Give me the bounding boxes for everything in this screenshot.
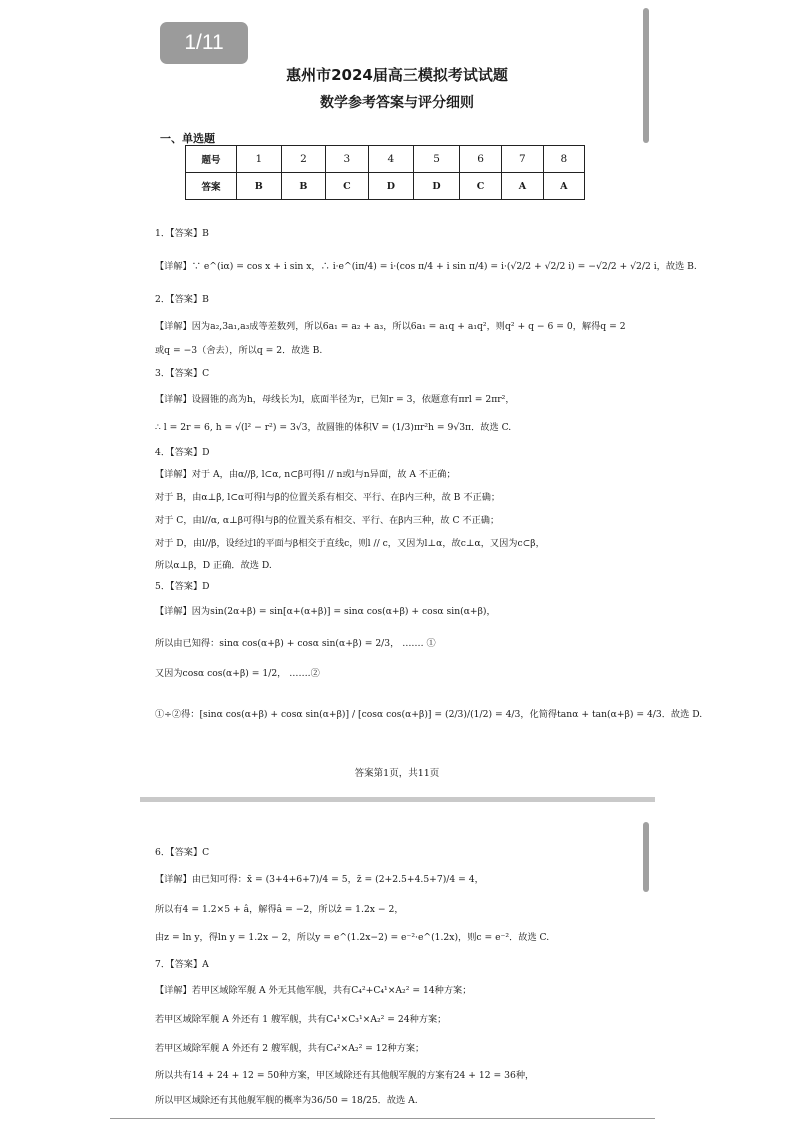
- table-header-cell: 答案: [186, 173, 237, 200]
- table-cell: 7: [502, 146, 543, 173]
- page-edge: [110, 1118, 655, 1119]
- q4-detail-4: 对于 D，由l//β，设经过l的平面与β相交于直线c，则l // c，又因为l⊥α，故c⊥α，又因为c⊂β，: [155, 538, 545, 549]
- q6-detail-1: 【详解】由已知可得：x̄ = (3+4+6+7)/4 = 5，z̄ = (2+2.5+4.5+7)/4 = 4，: [155, 874, 484, 885]
- q2-answer: 2．【答案】B: [155, 294, 209, 305]
- table-cell: 4: [368, 146, 414, 173]
- table-cell: C: [459, 173, 501, 200]
- q5-answer: 5．【答案】D: [155, 581, 210, 592]
- q4-detail-1: 【详解】对于 A，由α//β, l⊂α, n⊂β可得l // n或l与n异面，故 A 不正确；: [155, 469, 456, 480]
- section-heading: 一、单选题: [160, 132, 215, 145]
- q4-detail-2: 对于 B，由α⊥β, l⊂α可得l与β的位置关系有相交、平行、在β内三种，故 B 不正确；: [155, 492, 501, 503]
- q5-detail-2: 所以由已知得：sinα cos(α+β) + cosα sin(α+β) = 2/3， ……. ①: [155, 638, 436, 649]
- table-header-cell: 题号: [186, 146, 237, 173]
- q5-detail-1: 【详解】因为sin(2α+β) = sin[α+(α+β)] = sinα cos(α+β) + cosα sin(α+β)，: [155, 606, 496, 617]
- doc-title: 惠州市2024届高三模拟考试试题: [286, 66, 508, 84]
- q4-detail-3: 对于 C，由l//α, α⊥β可得l与β的位置关系有相交、平行、在β内三种，故 C 不正确；: [155, 515, 500, 526]
- table-cell: B: [281, 173, 326, 200]
- table-cell: A: [543, 173, 584, 200]
- page-divider: [140, 797, 655, 802]
- table-cell: B: [237, 173, 282, 200]
- q7-detail-2: 若甲区域除军舰 A 外还有 1 艘军舰，共有C₄¹×C₃¹×A₂² = 24种方案；: [155, 1014, 447, 1025]
- page-footer: 答案第1页，共11页: [354, 768, 440, 779]
- scrollbar-lower[interactable]: [643, 822, 649, 892]
- table-cell: 3: [326, 146, 368, 173]
- q7-detail-1: 【详解】若甲区域除军舰 A 外无其他军舰，共有C₄²+C₄¹×A₂² = 14种方案；: [155, 985, 472, 996]
- table-cell: A: [502, 173, 543, 200]
- table-cell: D: [368, 173, 414, 200]
- page-indicator: 1/11: [160, 22, 248, 64]
- q4-detail-5: 所以α⊥β，D 正确．故选 D.: [155, 560, 272, 571]
- table-cell: 8: [543, 146, 584, 173]
- doc-subtitle: 数学参考答案与评分细则: [320, 95, 474, 111]
- table-cell: 5: [414, 146, 460, 173]
- q7-detail-3: 若甲区域除军舰 A 外还有 2 艘军舰，共有C₄²×A₂² = 12种方案；: [155, 1043, 425, 1054]
- q7-detail-5: 所以甲区域除还有其他舰军舰的概率为36/50 = 18/25．故选 A.: [155, 1095, 418, 1106]
- q6-detail-3: 由z = ln y，得ln y = 1.2x − 2，所以y = e^(1.2x−2) = e⁻²·e^(1.2x)，则c = e⁻²．故选 C.: [155, 932, 550, 943]
- q5-detail-4: ①÷②得：[sinα cos(α+β) + cosα sin(α+β)] / [cosα cos(α+β)] = (2/3)/(1/2) = 4/3，化简得tanα + tan(α+β) = 4/3．故选 D.: [155, 709, 703, 720]
- q3-detail-2: ∴ l = 2r = 6, h = √(l² − r²) = 3√3，故圆锥的体积V = (1/3)πr²h = 9√3π．故选 C.: [155, 422, 512, 433]
- table-cell: 2: [281, 146, 326, 173]
- table-cell: 6: [459, 146, 501, 173]
- q3-answer: 3．【答案】C: [155, 368, 210, 379]
- q7-answer: 7．【答案】A: [155, 959, 209, 970]
- q3-detail-1: 【详解】设圆锥的高为h，母线长为l，底面半径为r，已知r = 3，依题意有πrl = 2πr²，: [155, 394, 515, 405]
- q4-answer: 4．【答案】D: [155, 447, 210, 458]
- table-row: [186, 173, 585, 200]
- table-cell: D: [414, 173, 460, 200]
- q6-detail-2: 所以有4 = 1.2×5 + â，解得â = −2，所以ẑ = 1.2x − 2，: [155, 904, 404, 915]
- table-cell: C: [326, 173, 368, 200]
- q2-detail-2: 或q = −3（舍去），所以q = 2．故选 B.: [155, 345, 323, 356]
- answer-table: [185, 145, 585, 200]
- q1-detail: 【详解】∵ e^(iα) = cos x + i sin x，∴ i·e^(iπ/4) = i·(cos π/4 + i sin π/4) = i·(√2/2 + √2/2 i) = −√2/2 + √2/2 i，故选 B.: [155, 261, 697, 272]
- q7-detail-4: 所以共有14 + 24 + 12 = 50种方案，甲区域除还有其他舰军舰的方案有24 + 12 = 36种，: [155, 1070, 535, 1081]
- q6-answer: 6．【答案】C: [155, 847, 210, 858]
- table-cell: 1: [237, 146, 282, 173]
- q2-detail-1: 【详解】因为a₂,3a₁,a₃成等差数列，所以6a₁ = a₂ + a₃，所以6a₁ = a₁q + a₁q²，则q² + q − 6 = 0，解得q = 2: [155, 321, 626, 332]
- q1-answer: 1．【答案】B: [155, 228, 209, 239]
- q5-detail-3: 又因为cosα cos(α+β) = 1/2， …….②: [155, 668, 320, 679]
- table-row: [186, 146, 585, 173]
